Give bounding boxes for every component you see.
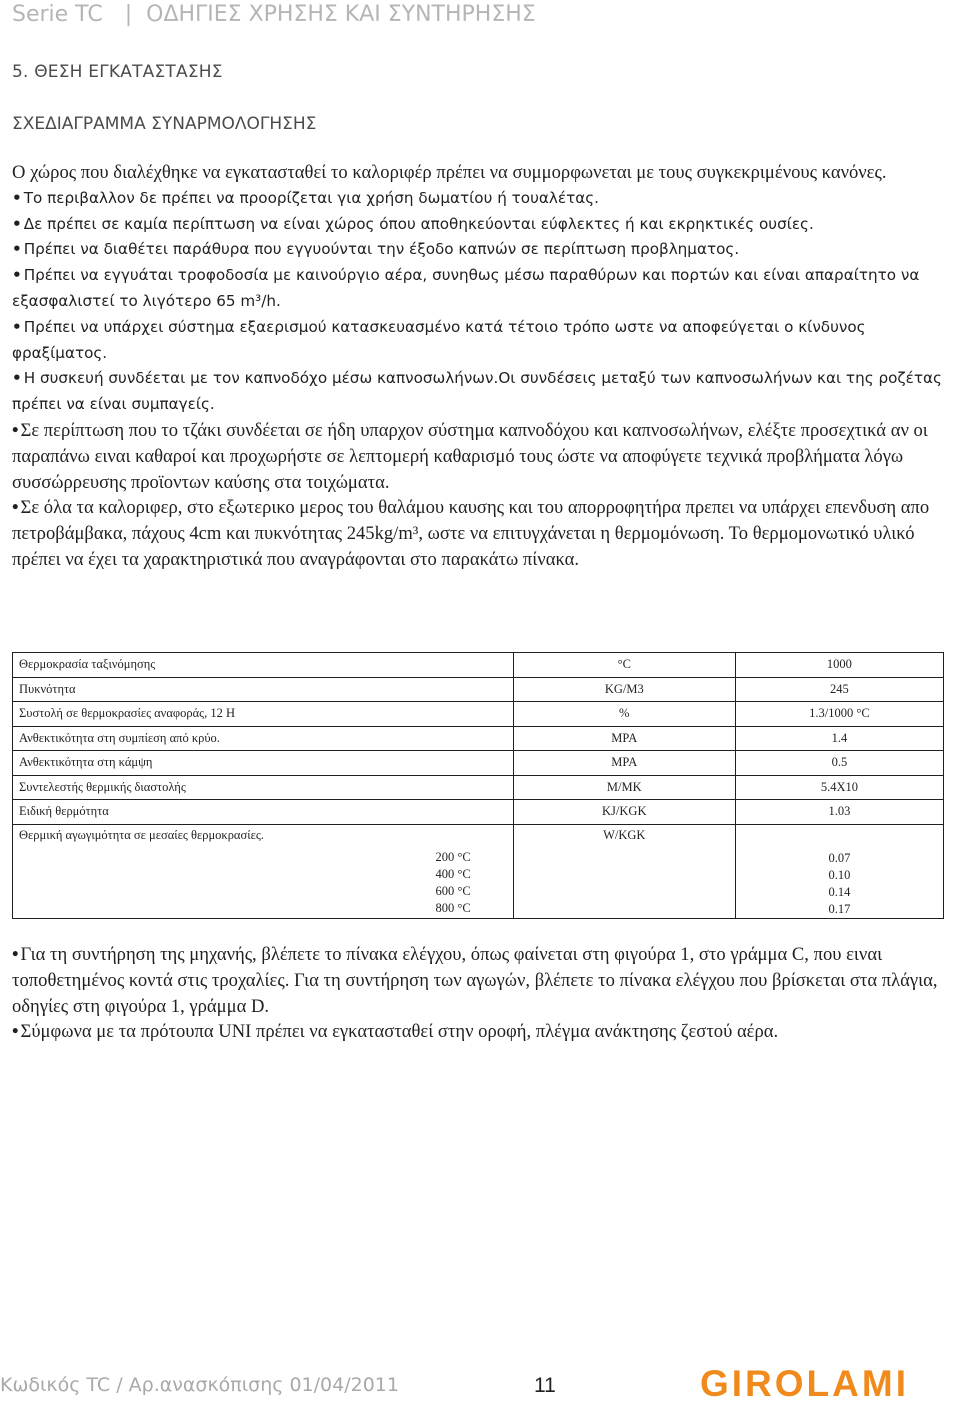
section-title: 5. ΘΕΣΗ ΕΓΚΑΤΑΣΤΑΣΗΣ (12, 62, 223, 82)
list-item: • Σε περίπτωση που το τζάκι συνδέεται σε ήδη υπαρχον σύστημα καπνοδόχου και καπνοσωλήνων, ελέξτε προσεχτικά αν οι παραπάνω ειναι καθαροί και προχωρήστε σε λεπτομερή καθαρισμό τους ώστε να αποφύγετε τεχνικά προβλήματα λόγω συσσώρρευσης προϊοντων καύσης στα τοιχώματα. (12, 419, 928, 493)
table-row (13, 653, 944, 678)
girolami-logo (700, 1363, 958, 1404)
list-item: • Πρέπει να εγγυάται τροφοδοσία με καινούργιο αέρα, συνηθως μέσω παραθύρων και πορτών και είναι απαραίτητο να εξασφαλιστεί το λιγότερο 65 m³/h. (12, 266, 920, 310)
table-row (13, 702, 944, 727)
property-unit: % (513, 702, 735, 727)
logo-text: GIROLAMI (700, 1363, 909, 1404)
temperature: 200 °C (435, 849, 471, 864)
header-separator: | (124, 2, 133, 27)
list-item: • Πρέπει να διαθέτει παράθυρα που εγγυούνται την έξοδο καπνών σε περίπτωση προβληματος. (12, 240, 740, 259)
property-name: Θερμοκρασία ταξινόμησης (13, 653, 514, 678)
property-unit: M/MK (513, 775, 735, 800)
list-item: • Για τη συντήρηση της μηχανής, βλέπετε το πίνακα ελέγχου, όπως φαίνεται στη φιγούρα 1, στο γράμμα C, που ειναι τοποθετημένος κοντά στις τροχαλίες. Για τη συντήρηση των αγωγών, βλέπετε το πίνακα ελέγχου που βρίσκεται στα πλάγια, οδηγίες στη φιγούρα 1, γράμμα D. (12, 944, 938, 1017)
list-item: • Δε πρέπει σε καμία περίπτωση να είναι χώρος όπου αποθηκεύονται εύφλεκτες ή και εκρηκτικές ουσίες. (12, 214, 814, 233)
property-name: Ανθεκτικότητα στη κάμψη (13, 751, 514, 776)
insulation-properties-table (12, 652, 944, 919)
property-unit: MPA (513, 726, 735, 751)
list-item: • Σύμφωνα με τα πρότουπα UNI πρέπει να εγκατασταθεί στην οροφή, πλέγμα ανάκτησης ζεστού αέρα. (12, 1021, 779, 1043)
property-name: Ειδική θερμότητα (13, 800, 514, 825)
property-value: 245 (735, 677, 943, 702)
conductivity-value: 0.07 (828, 850, 851, 865)
property-unit: MPA (513, 751, 735, 776)
list-item: • Η συσκευή συνδέεται με τον καπνοδόχο μέσω καπνοσωλήνων.Οι συνδέσεις μεταξύ των καπνοσωλήνων και της ροζέτας πρέπει να είναι συμπαγείς. (12, 369, 942, 414)
temperature: 400 °C (435, 866, 471, 881)
table-row-conductivity (13, 824, 944, 918)
property-name: Συστολή σε θερμοκρασίες αναφοράς, 12 H (13, 702, 514, 727)
property-value: 5.4X10 (735, 775, 943, 800)
temperature: 800 °C (435, 900, 471, 915)
table-row (13, 751, 944, 776)
property-name: Ανθεκτικότητα στη συμπίεση από κρύο. (13, 726, 514, 751)
property-value: 0.5 (735, 751, 943, 776)
property-unit: W/KGK (513, 824, 735, 918)
conductivity-label: Θερμική αγωγιμότητα σε μεσαίες θερμοκρασίες. (19, 827, 264, 842)
conductivity-value: 0.17 (828, 901, 851, 916)
conductivity-value: 0.14 (828, 884, 851, 899)
document-title: ΟΔΗΓΙΕΣ ΧΡΗΣΗΣ ΚΑΙ ΣΥΝΤΗΡΗΣΗΣ (146, 2, 536, 27)
property-name: Συντελεστής θερμικής διαστολής (13, 775, 514, 800)
property-unit: KJ/KGK (513, 800, 735, 825)
series-name: Serie TC (12, 2, 103, 27)
property-value: 1.03 (735, 800, 943, 825)
property-value: 1.3/1000 °C (735, 702, 943, 727)
property-value: 1.4 (735, 726, 943, 751)
list-item: • Το περιβαλλον δε πρέπει να προορίζεται για χρήση δωματίου ή τουαλέτας. (12, 188, 599, 207)
diagram-title: ΣΧΕΔΙΑΓΡΑΜΜΑ ΣΥΝΑΡΜΟΛΟΓΗΣΗΣ (12, 114, 317, 134)
list-item: • Σε όλα τα καλοριφερ, στο εξωτερικο μερος του θαλάμου καυσης και του απορροφητήρα πρεπει να υπάρχει επενδυση απο πετροβάμβακα, πάχους 4cm και πυκνότητας 245kg/m³, ωστε να επιτυγχάνεται η θερμομόνωση. Το θερμομονωτικό υλικό πρέπει να έχει τα χαρακτηριστικά που αναγράφονται στο παρακάτω πίνακα. (12, 497, 930, 570)
table-row (13, 677, 944, 702)
temperature: 600 °C (435, 883, 471, 898)
property-name: Πυκνότητα (13, 677, 514, 702)
maintenance-notes (12, 942, 947, 1045)
conductivity-values (742, 850, 937, 918)
table-row (13, 775, 944, 800)
page-header (12, 0, 536, 34)
property-unit: KG/M3 (513, 677, 735, 702)
property-unit: °C (513, 653, 735, 678)
table-row (13, 726, 944, 751)
property-value: 1000 (735, 653, 943, 678)
intro-paragraph: Ο χώρος που διαλέχθηκε να εγκατασταθεί το καλοριφέρ πρέπει να συμμορφωνεται με τους συγκεκριμένους κανόνες. (12, 162, 887, 183)
property-name (13, 824, 514, 918)
page-number: 11 (534, 1374, 556, 1397)
table-row (13, 800, 944, 825)
document-code: Κωδικός TC / Αρ.ανασκόπισης 01/04/2011 (0, 1374, 399, 1396)
list-item: • Πρέπει να υπάρχει σύστημα εξαερισμού κατασκευασμένο κατά τέτοιο τρόπο ωστε να αποφεύγεται ο κίνδυνος φραξίματος. (12, 317, 866, 362)
property-value (735, 824, 943, 918)
conductivity-value: 0.10 (828, 867, 851, 882)
installation-rules (12, 160, 947, 573)
temperature-list (19, 849, 507, 917)
